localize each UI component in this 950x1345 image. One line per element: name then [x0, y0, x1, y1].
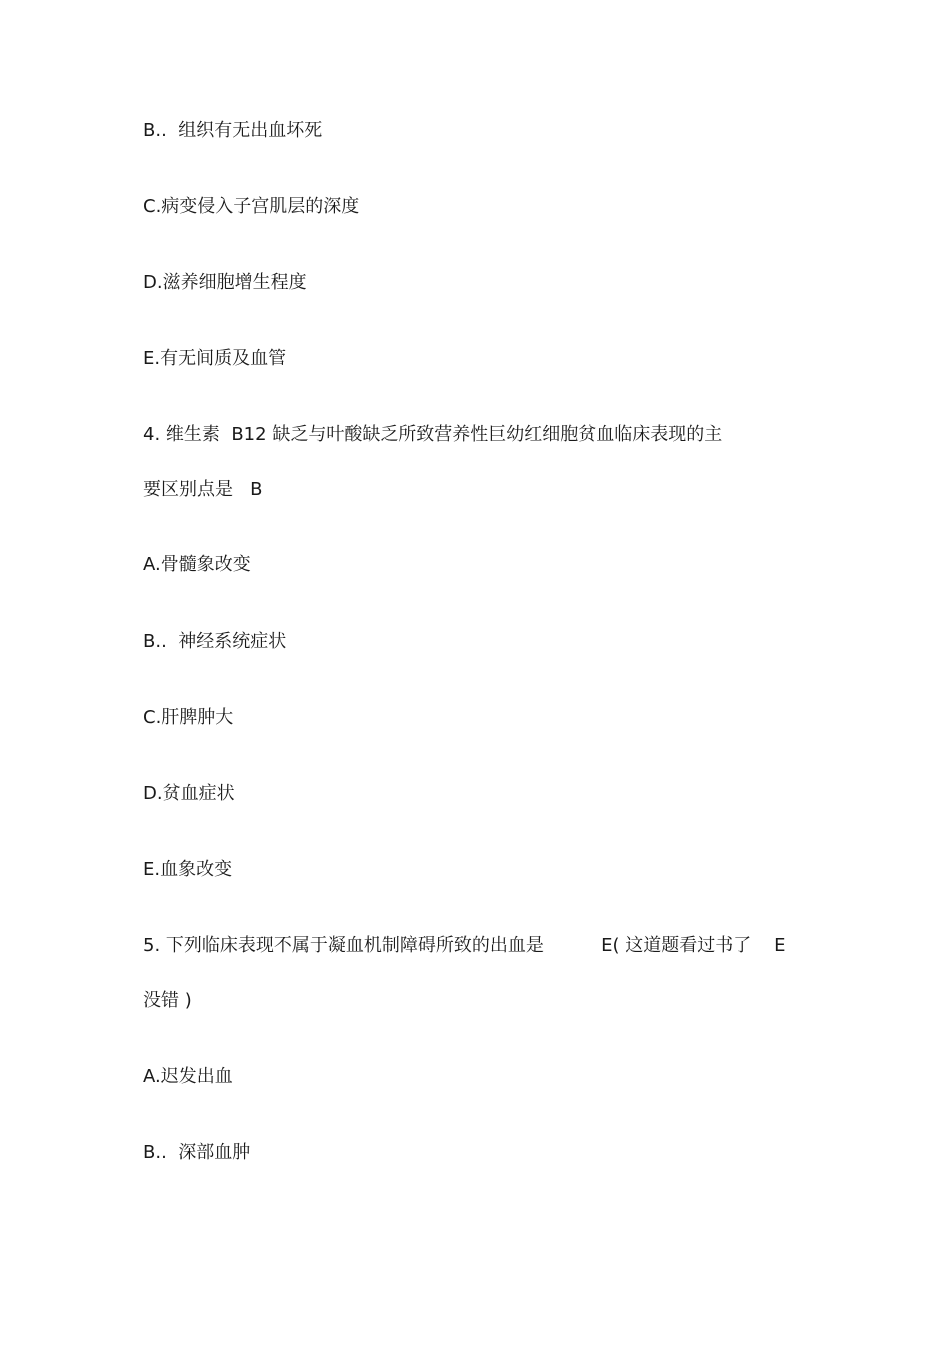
- option-c-q3: C.病变侵入子宫肌层的深度: [143, 196, 360, 217]
- option-d-q3: D.滋养细胞增生程度: [143, 272, 307, 293]
- option-a-q4: A.骨髓象改变: [143, 554, 251, 575]
- option-c-q4: C.肝脾肿大: [143, 707, 234, 728]
- option-b-q5: B.. 深部血肿: [143, 1142, 251, 1163]
- option-e-q3: E.有无间质及血管: [143, 348, 287, 369]
- question-5-line1: 5. 下列临床表现不属于凝血机制障碍所致的出血是 E( 这道题看过书了 E: [143, 935, 786, 956]
- option-b-q4: B.. 神经系统症状: [143, 631, 287, 652]
- option-e-q4: E.血象改变: [143, 859, 233, 880]
- question-4-line2: 要区别点是 B: [143, 479, 263, 500]
- option-b-q3: B.. 组织有无出血坏死: [143, 120, 323, 141]
- option-a-q5: A.迟发出血: [143, 1066, 233, 1087]
- question-4-line1: 4. 维生素 B12 缺乏与叶酸缺乏所致营养性巨幼红细胞贫血临床表现的主: [143, 424, 723, 445]
- option-d-q4: D.贫血症状: [143, 783, 235, 804]
- question-5-line2: 没错 ): [143, 990, 192, 1011]
